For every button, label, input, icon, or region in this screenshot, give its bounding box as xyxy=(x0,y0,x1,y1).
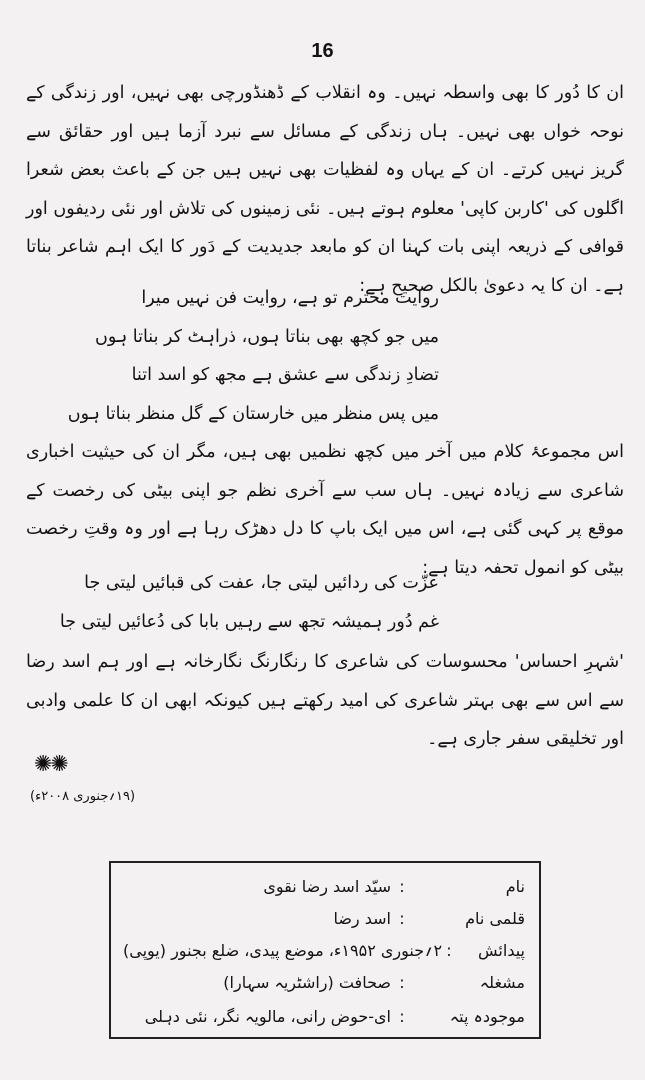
paragraph-3 xyxy=(26,643,624,759)
bio-value: صحافت (راشٹریہ سہارا) xyxy=(223,972,391,992)
bio-row-name xyxy=(123,871,525,901)
bio-row-birth xyxy=(123,935,525,965)
bio-value: اسد رضا xyxy=(333,908,391,928)
verse-block-1 xyxy=(67,279,439,433)
verse-line: میں پس منظر میں خارستان کے گل منظر بناتا ہوں xyxy=(67,403,439,424)
bio-label: مشغلہ xyxy=(479,972,525,992)
bio-value: ای-حوض رانی، مالویہ نگر، نئی دہلی xyxy=(144,1006,391,1026)
bio-separator: : xyxy=(399,876,405,896)
bio-label: موجودہ پتہ xyxy=(449,1006,525,1026)
author-bio-box xyxy=(109,861,541,1039)
paragraph-2-text: اس مجموعۂ کلام میں آخر میں کچھ نظمیں بھی ہیں، مگر ان کی حیثیت اخباری شاعری سے زیادہ نہیں۔ ہاں سب سے آخری نظم جو اپنی بیٹی کی رخصت کے موقع پر کہی گئی ہے، اس میں ایک باپ کا دل دھڑک رہا ہے اور وہ وقتِ رخصت بیٹی کو انمول تحفہ دیتا ہے: xyxy=(26,442,624,578)
bio-row-pen-name xyxy=(123,903,525,933)
verse-block-2 xyxy=(59,564,439,641)
page-number: 16 xyxy=(311,40,334,62)
verse-line: روایت محترم تو ہے، روایت فن نہیں میرا xyxy=(141,288,439,308)
verse-line: میں جو کچھ بھی بناتا ہوں، ذراہٹ کر بناتا ہوں xyxy=(95,326,439,347)
verse-line: غم دُور ہمیشہ تجھ سے رہیں بابا کی دُعائیں لیتی جا xyxy=(59,611,439,632)
paragraph-3-text: 'شہرِ احساس' محسوسات کی شاعری کا رنگارنگ نگارخانہ ہے اور ہم اسد رضا سے اس سے بھی بہتر شاعری کی امید رکھتے ہیں کیونکہ ابھی ان کا علمی وادبی اور تخلیقی سفر جاری ہے۔ xyxy=(26,652,624,749)
bio-label: پیدائش xyxy=(478,940,525,960)
bio-label: قلمی نام xyxy=(465,908,525,928)
bio-row-address xyxy=(123,1001,525,1031)
bio-value: سیّد اسد رضا نقوی xyxy=(263,876,391,896)
bio-label: نام xyxy=(505,876,525,896)
bio-separator: : xyxy=(446,940,452,960)
paragraph-1 xyxy=(26,74,624,305)
verse-line: عزّت کی ردائیں لیتی جا، عفت کی قبائیں لیتی جا xyxy=(84,573,439,593)
bio-separator: : xyxy=(399,908,405,928)
bio-separator: : xyxy=(399,972,405,992)
verse-line: تضادِ زندگی سے عشق ہے مجھ کو اسد اتنا xyxy=(131,365,439,385)
date-stamp: (۱۹؍جنوری ۲۰۰۸ء) xyxy=(30,789,136,804)
paragraph-1-text: ان کا دُور کا بھی واسطہ نہیں۔ وہ انقلاب کے ڈھنڈورچی بھی نہیں، اور زندگی کے نوحہ خواں بھی نہیں۔ ہاں زندگی کے مسائل سے نبرد آزما ہیں اور حقائق سے گریز نہیں کرتے۔ ان کے یہاں وہ لفظیات بھی نہیں ہیں جن کے باعث بعض شعرا اگلوں کی 'کاربن کاپی' معلوم ہوتے ہیں۔ نئی زمینوں کی تلاش اور نئی ردیفوں اور قوافی کے ذریعہ اپنی بات کہنا ان کو مابعد جدیدیت کے دَور کا ایک اہم شاعر بناتا ہے۔ ان کا یہ دعویٰ بالکل صحیح ہے: xyxy=(26,83,624,296)
bio-row-occupation xyxy=(123,967,525,997)
bio-value: ۲؍جنوری ۱۹۵۲ء، موضع پیدی، ضلع بجنور (یوپی) xyxy=(123,940,443,960)
bio-separator: : xyxy=(399,1006,405,1026)
ornament-icon: ✺✺ xyxy=(34,752,67,777)
